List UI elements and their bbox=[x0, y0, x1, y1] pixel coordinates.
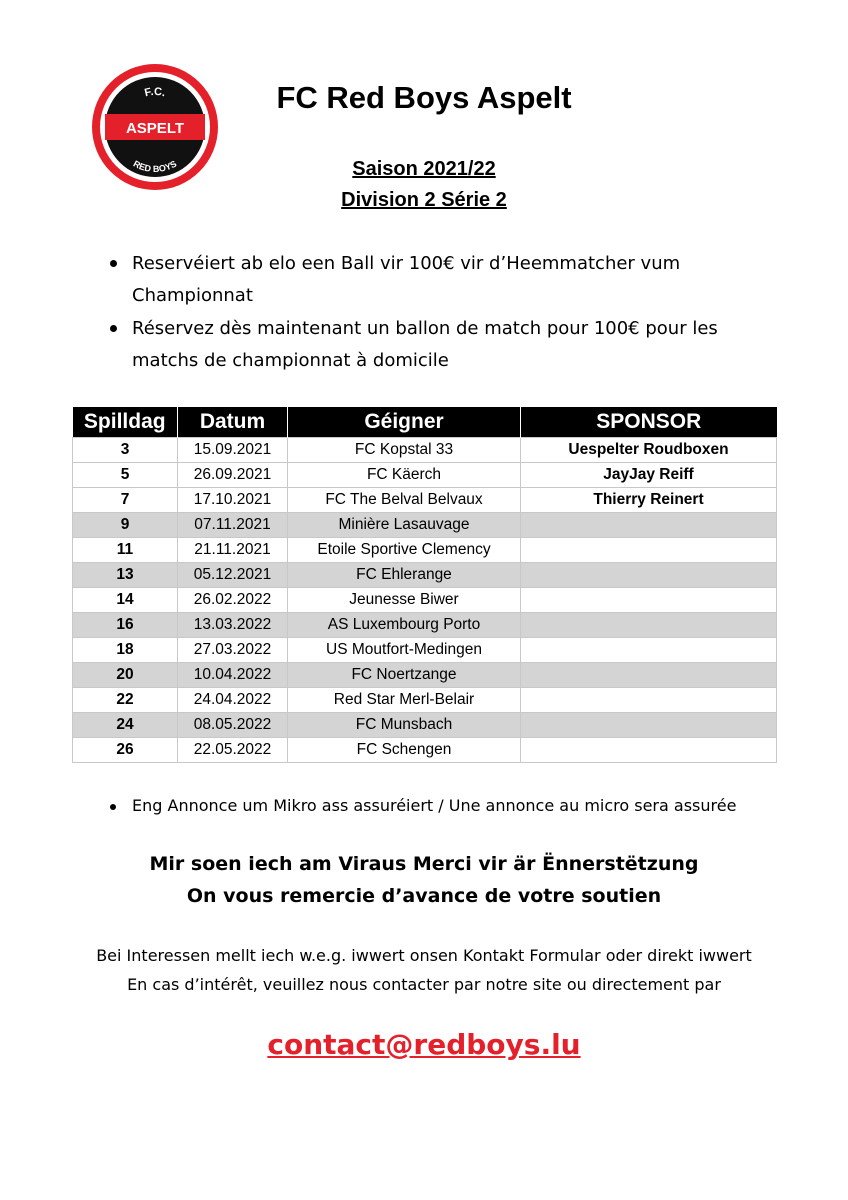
table-row bbox=[73, 463, 777, 488]
cell-date: 26.09.2021 bbox=[178, 463, 288, 488]
cell-matchday: 5 bbox=[73, 463, 178, 488]
cell-opponent: FC Kopstal 33 bbox=[288, 438, 521, 463]
table-row bbox=[73, 563, 777, 588]
cell-matchday: 22 bbox=[73, 688, 178, 713]
cell-date: 10.04.2022 bbox=[178, 663, 288, 688]
cell-date: 15.09.2021 bbox=[178, 438, 288, 463]
cell-matchday: 14 bbox=[73, 588, 178, 613]
announcement-text: Eng Annonce um Mikro ass assuréiert / Une annonce au micro sera assurée bbox=[108, 796, 736, 815]
table-row bbox=[73, 588, 777, 613]
cell-sponsor bbox=[521, 613, 777, 638]
col-header-geigner: Géigner bbox=[288, 407, 521, 438]
thanks-block bbox=[0, 848, 848, 912]
col-header-datum: Datum bbox=[178, 407, 288, 438]
col-header-sponsor: SPONSOR bbox=[521, 407, 777, 438]
contact-line-fr: En cas d’intérêt, veuillez nous contacter par notre site ou directement par bbox=[127, 975, 721, 994]
cell-sponsor: Thierry Reinert bbox=[521, 488, 777, 513]
cell-opponent: FC Noertzange bbox=[288, 663, 521, 688]
cell-opponent: AS Luxembourg Porto bbox=[288, 613, 521, 638]
cell-matchday: 24 bbox=[73, 713, 178, 738]
contact-email-link[interactable]: contact@redboys.lu bbox=[267, 1028, 581, 1061]
table-row bbox=[73, 513, 777, 538]
table-row bbox=[73, 738, 777, 763]
cell-opponent: Minière Lasauvage bbox=[288, 513, 521, 538]
season-heading: Saison 2021/22 bbox=[352, 158, 496, 180]
cell-date: 07.11.2021 bbox=[178, 513, 288, 538]
cell-date: 13.03.2022 bbox=[178, 613, 288, 638]
cell-opponent: Jeunesse Biwer bbox=[288, 588, 521, 613]
cell-sponsor: Uespelter Roudboxen bbox=[521, 438, 777, 463]
cell-date: 17.10.2021 bbox=[178, 488, 288, 513]
intro-bullets bbox=[108, 248, 748, 378]
table-row bbox=[73, 713, 777, 738]
intro-bullet-fr: Réservez dès maintenant un ballon de match pour 100€ pour les matchs de championnat à domicile bbox=[108, 313, 748, 377]
logo-top-text: F.C. bbox=[143, 85, 167, 100]
cell-sponsor: JayJay Reiff bbox=[521, 463, 777, 488]
cell-sponsor bbox=[521, 738, 777, 763]
cell-opponent: FC Käerch bbox=[288, 463, 521, 488]
cell-date: 22.05.2022 bbox=[178, 738, 288, 763]
cell-sponsor bbox=[521, 688, 777, 713]
cell-matchday: 26 bbox=[73, 738, 178, 763]
table-row bbox=[73, 538, 777, 563]
table-row bbox=[73, 663, 777, 688]
col-header-spilldag: Spilldag bbox=[73, 407, 178, 438]
table-header-row bbox=[73, 407, 777, 438]
cell-matchday: 16 bbox=[73, 613, 178, 638]
cell-opponent: FC Munsbach bbox=[288, 713, 521, 738]
table-row bbox=[73, 438, 777, 463]
table-row bbox=[73, 613, 777, 638]
schedule-table bbox=[72, 407, 777, 763]
cell-date: 27.03.2022 bbox=[178, 638, 288, 663]
cell-opponent: Etoile Sportive Clemency bbox=[288, 538, 521, 563]
cell-opponent: US Moutfort-Medingen bbox=[288, 638, 521, 663]
cell-sponsor bbox=[521, 563, 777, 588]
cell-date: 26.02.2022 bbox=[178, 588, 288, 613]
cell-sponsor bbox=[521, 713, 777, 738]
intro-bullet-lb: Reservéiert ab elo een Ball vir 100€ vir d’Heemmatcher vum Championnat bbox=[108, 248, 748, 312]
cell-opponent: FC Schengen bbox=[288, 738, 521, 763]
schedule-body bbox=[73, 438, 777, 763]
thanks-line-lb: Mir soen iech am Viraus Merci vir är Ënnerstëtzung bbox=[149, 853, 699, 875]
cell-matchday: 11 bbox=[73, 538, 178, 563]
cell-matchday: 18 bbox=[73, 638, 178, 663]
cell-matchday: 13 bbox=[73, 563, 178, 588]
cell-matchday: 9 bbox=[73, 513, 178, 538]
cell-opponent: Red Star Merl-Belair bbox=[288, 688, 521, 713]
cell-matchday: 3 bbox=[73, 438, 178, 463]
table-row bbox=[73, 688, 777, 713]
cell-matchday: 20 bbox=[73, 663, 178, 688]
cell-sponsor bbox=[521, 663, 777, 688]
logo-bottom-text: RED BOYS bbox=[131, 158, 179, 175]
table-row bbox=[73, 488, 777, 513]
cell-opponent: FC The Belval Belvaux bbox=[288, 488, 521, 513]
cell-opponent: FC Ehlerange bbox=[288, 563, 521, 588]
cell-date: 21.11.2021 bbox=[178, 538, 288, 563]
cell-date: 24.04.2022 bbox=[178, 688, 288, 713]
page-title: FC Red Boys Aspelt bbox=[276, 80, 572, 115]
logo-center-text: ASPELT bbox=[125, 120, 185, 137]
contact-line-lb: Bei Interessen mellt iech w.e.g. iwwert onsen Kontakt Formular oder direkt iwwert bbox=[96, 946, 752, 965]
cell-matchday: 7 bbox=[73, 488, 178, 513]
contact-block bbox=[0, 941, 848, 999]
cell-sponsor bbox=[521, 538, 777, 563]
table-row bbox=[73, 638, 777, 663]
division-heading: Division 2 Série 2 bbox=[341, 189, 507, 211]
cell-date: 05.12.2021 bbox=[178, 563, 288, 588]
cell-date: 08.05.2022 bbox=[178, 713, 288, 738]
cell-sponsor bbox=[521, 513, 777, 538]
cell-sponsor bbox=[521, 588, 777, 613]
cell-sponsor bbox=[521, 638, 777, 663]
thanks-line-fr: On vous remercie d’avance de votre soutien bbox=[186, 885, 662, 907]
